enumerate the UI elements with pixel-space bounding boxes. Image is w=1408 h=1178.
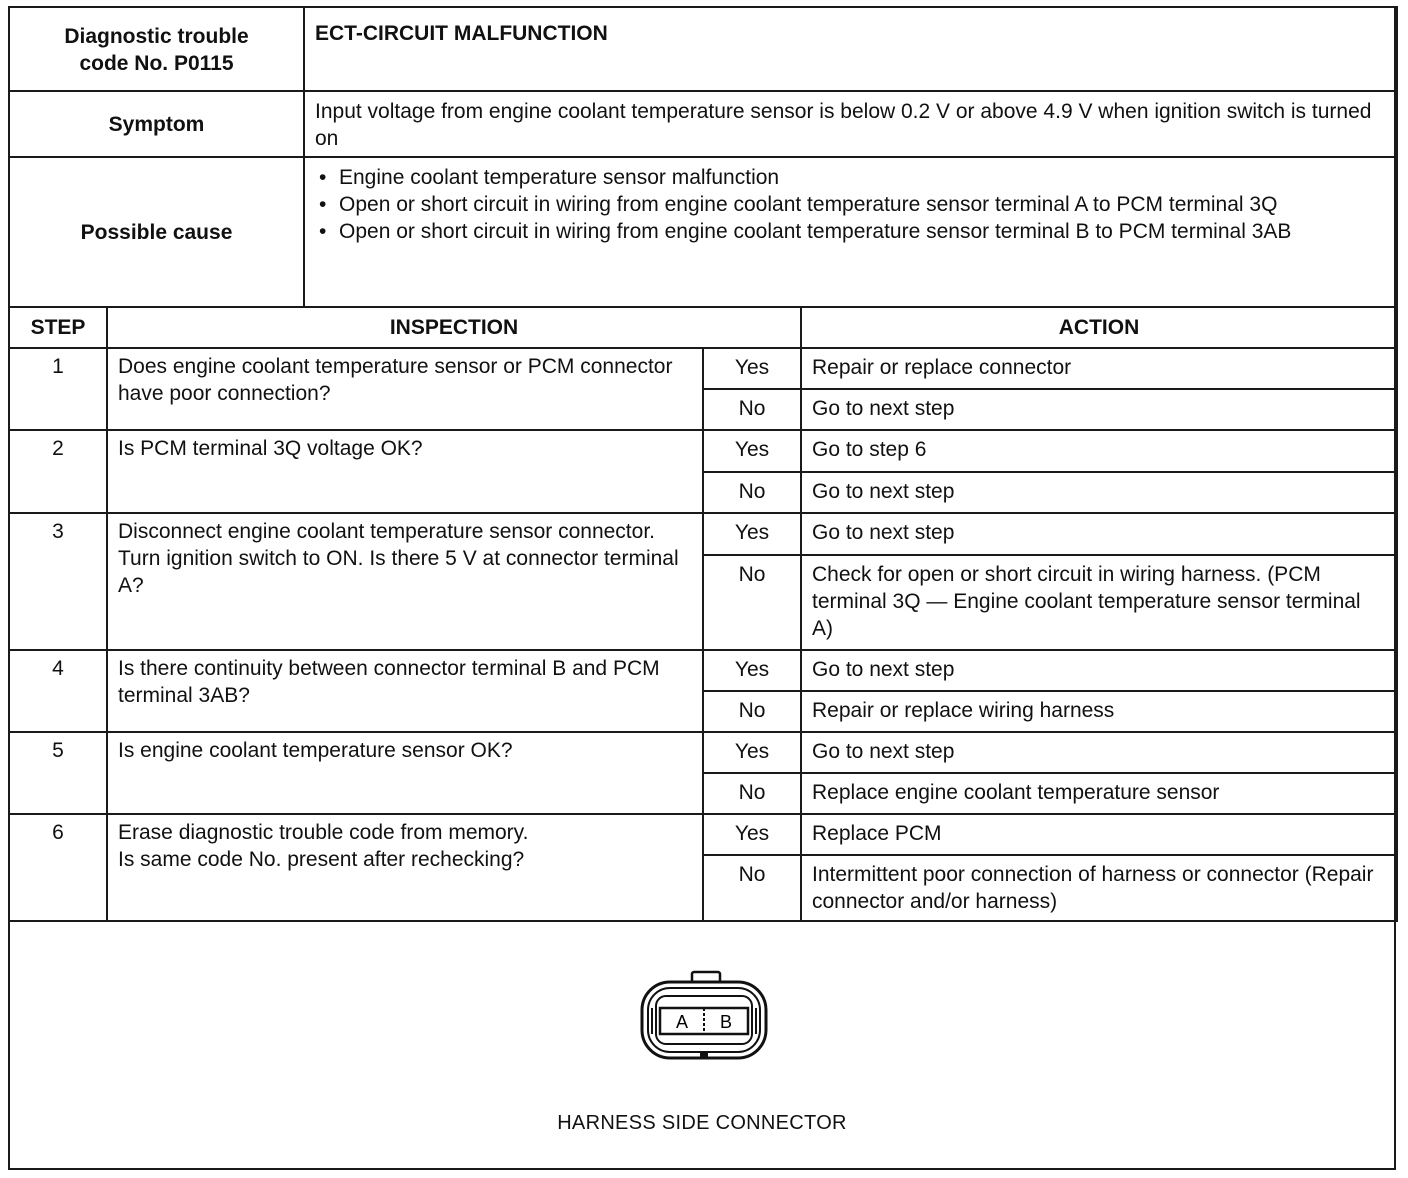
cause-item: • Engine coolant temperature sensor malfunction	[339, 164, 1386, 191]
step-inspection: Is engine coolant temperature sensor OK?	[107, 732, 703, 814]
col-header-action: ACTION	[801, 307, 1397, 348]
dtc-label: Diagnostic trouble code No. P0115	[64, 24, 249, 75]
step-number: 2	[9, 430, 107, 513]
yes-label: Yes	[703, 430, 801, 472]
col-header-step: STEP	[9, 307, 107, 348]
dtc-title: ECT-CIRCUIT MALFUNCTION	[304, 7, 1397, 91]
col-header-inspection: INSPECTION	[107, 307, 801, 348]
no-label: No	[703, 472, 801, 513]
no-action: Check for open or short circuit in wiring harness. (PCM terminal 3Q — Engine coolant temperature sensor terminal A)	[801, 555, 1397, 650]
yes-action: Go to next step	[801, 732, 1397, 773]
step-inspection: Disconnect engine coolant temperature sensor connector. Turn ignition switch to ON. Is there 5 V at connector terminal A?	[107, 513, 703, 650]
yes-action: Repair or replace connector	[801, 348, 1397, 389]
step-inspection: Erase diagnostic trouble code from memory. Is same code No. present after rechecking?	[107, 814, 703, 921]
yes-label: Yes	[703, 814, 801, 855]
yes-label: Yes	[703, 513, 801, 555]
no-label: No	[703, 555, 801, 650]
no-label: No	[703, 855, 801, 921]
symptom-text: Input voltage from engine coolant temperature sensor is below 0.2 V or above 4.9 V when ignition switch is turned on	[304, 91, 1397, 157]
terminal-b-label: B	[719, 1012, 733, 1032]
cause-list	[315, 164, 1386, 245]
yes-action: Replace PCM	[801, 814, 1397, 855]
cause-item: • Open or short circuit in wiring from engine coolant temperature sensor terminal A to PCM terminal 3Q	[339, 191, 1386, 218]
harness-connector-icon	[636, 968, 776, 1068]
yes-label: Yes	[703, 650, 801, 691]
symptom-label: Symptom	[9, 91, 304, 157]
step-number: 5	[9, 732, 107, 814]
connector-diagram	[8, 918, 1396, 1170]
cause-item: • Open or short circuit in wiring from engine coolant temperature sensor terminal B to PCM terminal 3AB	[339, 218, 1386, 245]
step-inspection: Is there continuity between connector terminal B and PCM terminal 3AB?	[107, 650, 703, 732]
no-action: Replace engine coolant temperature sensor	[801, 773, 1397, 814]
dtc-label-cell	[9, 7, 304, 91]
step-number: 6	[9, 814, 107, 921]
step-number: 3	[9, 513, 107, 650]
no-label: No	[703, 691, 801, 732]
yes-label: Yes	[703, 732, 801, 773]
yes-label: Yes	[703, 348, 801, 389]
no-label: No	[703, 773, 801, 814]
no-action: Go to next step	[801, 389, 1397, 430]
yes-action: Go to next step	[801, 513, 1397, 555]
yes-action: Go to step 6	[801, 430, 1397, 472]
no-label: No	[703, 389, 801, 430]
terminal-a-label: A	[675, 1012, 689, 1032]
step-inspection: Is PCM terminal 3Q voltage OK?	[107, 430, 703, 513]
no-action: Go to next step	[801, 472, 1397, 513]
step-number: 4	[9, 650, 107, 732]
cause-label: Possible cause	[9, 157, 304, 307]
step-inspection: Does engine coolant temperature sensor or PCM connector have poor connection?	[107, 348, 703, 430]
connector-caption: HARNESS SIDE CONNECTOR	[557, 1112, 847, 1134]
yes-action: Go to next step	[801, 650, 1397, 691]
step-number: 1	[9, 348, 107, 430]
no-action: Repair or replace wiring harness	[801, 691, 1397, 732]
no-action: Intermittent poor connection of harness or connector (Repair connector and/or harness)	[801, 855, 1397, 921]
diagnostic-table	[8, 6, 1398, 922]
cause-list-cell	[304, 157, 1397, 307]
